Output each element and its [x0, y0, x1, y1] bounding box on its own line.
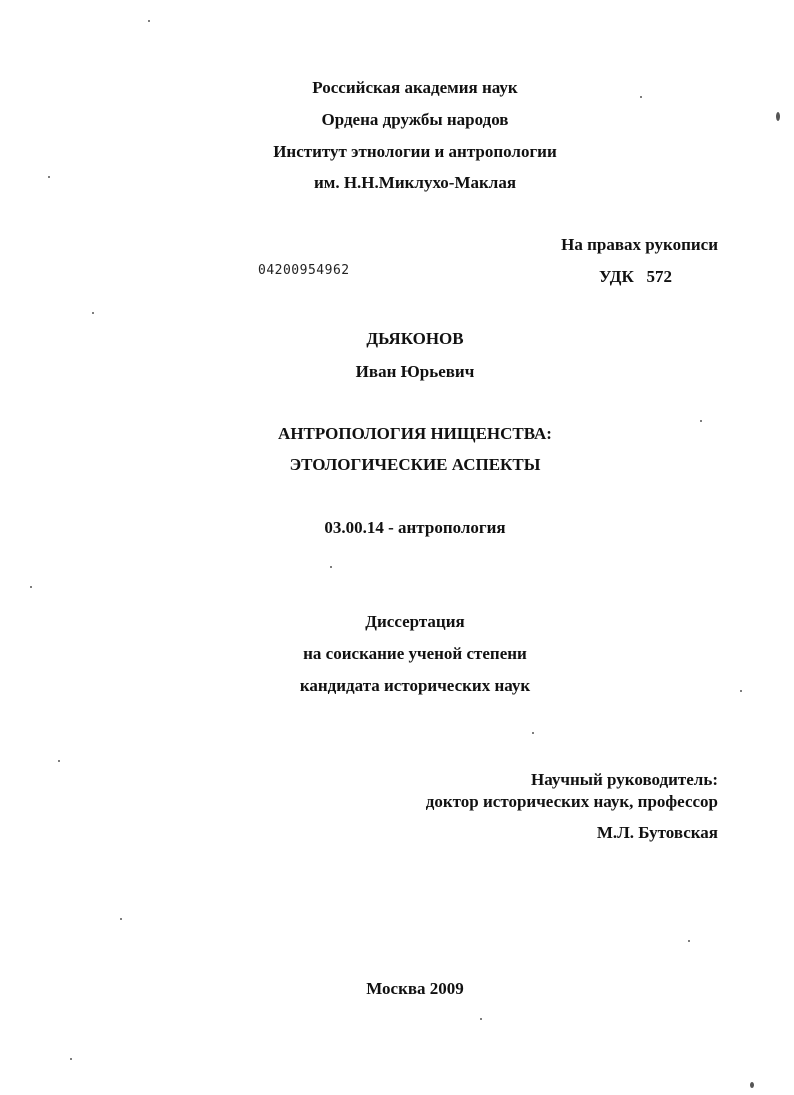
- dissertation-degree: кандидата исторических наук: [299, 676, 531, 695]
- supervisor-credentials: доктор исторических наук, профессор: [425, 792, 718, 811]
- dissertation-type: Диссертация: [365, 612, 465, 631]
- manuscript-rights: На правах рукописи: [561, 235, 718, 254]
- academy-name: Российская академия наук: [312, 78, 518, 97]
- dissertation-purpose: на соискание ученой степени: [303, 644, 527, 663]
- author-surname: ДЬЯКОНОВ: [366, 329, 464, 348]
- supervisor-label: Научный руководитель:: [531, 770, 718, 789]
- city-year: Москва 2009: [366, 979, 464, 998]
- institute-name: Институт этнологии и антропологии: [273, 142, 557, 161]
- title-line-1: АНТРОПОЛОГИЯ НИЩЕНСТВА:: [278, 424, 552, 443]
- catalog-number: 04200954962: [258, 263, 350, 278]
- author-given-names: Иван Юрьевич: [355, 362, 475, 381]
- order-name: Ордена дружбы народов: [321, 110, 509, 129]
- udk-code: УДК 572: [599, 267, 673, 286]
- specialty-code: 03.00.14 - антропология: [324, 518, 506, 537]
- title-line-2: ЭТОЛОГИЧЕСКИЕ АСПЕКТЫ: [289, 455, 541, 474]
- institute-named-after: им. Н.Н.Миклухо-Маклая: [313, 173, 517, 192]
- supervisor-name: М.Л. Бутовская: [596, 823, 718, 842]
